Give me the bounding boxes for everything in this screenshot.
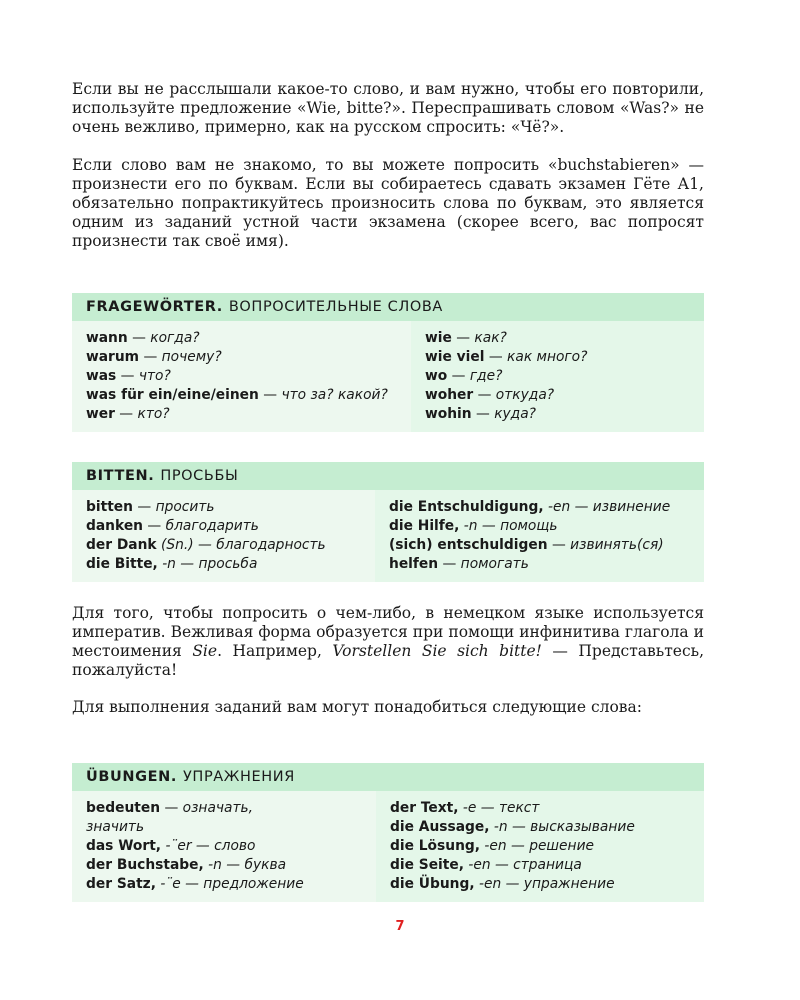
vocab-entry: woher — откуда?: [425, 387, 555, 403]
vocab-entry: wie — как?: [425, 330, 507, 346]
uebungen-vocabulary-box: [72, 763, 704, 902]
bitten-vocabulary-box: [72, 462, 704, 582]
vocab-entry: bedeuten — означать,: [86, 800, 254, 816]
vocab-entry: der Satz, -¨e — предложение: [86, 876, 304, 892]
vocab-entry: wann — когда?: [86, 330, 200, 346]
vocab-entry: wo — где?: [425, 368, 503, 384]
uebungen-right-column: [376, 791, 704, 902]
vocab-entry: danken — благодарить: [86, 518, 259, 534]
vocab-entry: die Hilfe, -n — помощь: [389, 518, 558, 534]
bitten-header: [72, 462, 704, 490]
vocab-entry: wohin — куда?: [425, 406, 537, 422]
intro-paragraph-1: Если вы не расслышали какое-то слово, и вам нужно, чтобы его повторили, используйте предложение «Wie, bitte?». Переспрашивать словом «Was?» не очень вежливо, примерно, как на русском спросить: «Чё?».: [72, 80, 704, 136]
vocab-entry: die Entschuldigung, -en — извинение: [389, 499, 671, 515]
vocab-entry: was für ein/eine/einen — что за? какой?: [86, 387, 388, 403]
vocab-entry: bitten — просить: [86, 499, 215, 515]
page-number: 7: [395, 919, 405, 934]
vocab-entry: wie viel — как много?: [425, 349, 588, 365]
vocab-entry: die Aussage, -n — высказывание: [390, 819, 635, 835]
vocab-entry: helfen — помогать: [389, 556, 529, 572]
vocab-entry: die Lösung, -en — решение: [390, 838, 595, 854]
bitten-title-de: BITTEN.: [86, 468, 155, 484]
vocab-entry: warum — почему?: [86, 349, 222, 365]
fragewoerter-right-column: [411, 321, 704, 432]
vocab-entry: (sich) entschuldigen — извинять(ся): [389, 537, 664, 553]
bitten-title-ru: ПРОСЬБЫ: [160, 468, 239, 484]
uebungen-left-column: [72, 791, 376, 902]
vocab-entry: die Seite, -en — страница: [390, 857, 582, 873]
vocab-entry: der Buchstabe, -n — буква: [86, 857, 287, 873]
imperativ-paragraph: Для того, чтобы попросить о чем-либо, в немецком языке используется императив. Вежливая форма образуется при помощи инфинитива глагола и местоимения Sie. Например, Vorstellen Sie sich bitte! — Представьтесь, пожалуйста!: [72, 604, 705, 679]
fragewoerter-vocabulary-box: [72, 293, 704, 432]
uebungen-intro-paragraph: Для выполнения заданий вам могут понадобиться следующие слова:: [72, 698, 642, 716]
vocab-entry: die Bitte, -n — просьба: [86, 556, 258, 572]
vocab-entry: die Übung, -en — упражнение: [390, 876, 615, 892]
bitten-right-column: [375, 490, 704, 582]
fragewoerter-title-ru: ВОПРОСИТЕЛЬНЫЕ СЛОВА: [228, 299, 443, 315]
vocab-entry: значить: [86, 819, 145, 835]
vocab-entry: der Text, -e — текст: [390, 800, 540, 816]
intro-paragraph-2: Если слово вам не знакомо, то вы можете попросить «buchstabieren» — произнести его по буквам. Если вы собираетесь сдавать экзамен Гёте А1, обязательно попрактикуйтесь произносить слова по буквам, это является одним из заданий устной части экзамена (скорее всего, вас попросят произнести так своё имя).: [72, 156, 704, 250]
uebungen-title-ru: УПРАЖНЕНИЯ: [183, 769, 295, 785]
vocab-entry: das Wort, -¨er — слово: [86, 838, 256, 854]
bitten-left-column: [72, 490, 375, 582]
fragewoerter-left-column: [72, 321, 411, 432]
vocab-entry: wer — кто?: [86, 406, 170, 422]
fragewoerter-header: [72, 293, 704, 321]
uebungen-title-de: ÜBUNGEN.: [86, 769, 177, 785]
fragewoerter-title-de: FRAGEWÖRTER.: [86, 299, 223, 315]
vocab-entry: was — что?: [86, 368, 171, 384]
uebungen-header: [72, 763, 704, 791]
vocab-entry: der Dank (Sn.) — благодарность: [86, 537, 326, 553]
